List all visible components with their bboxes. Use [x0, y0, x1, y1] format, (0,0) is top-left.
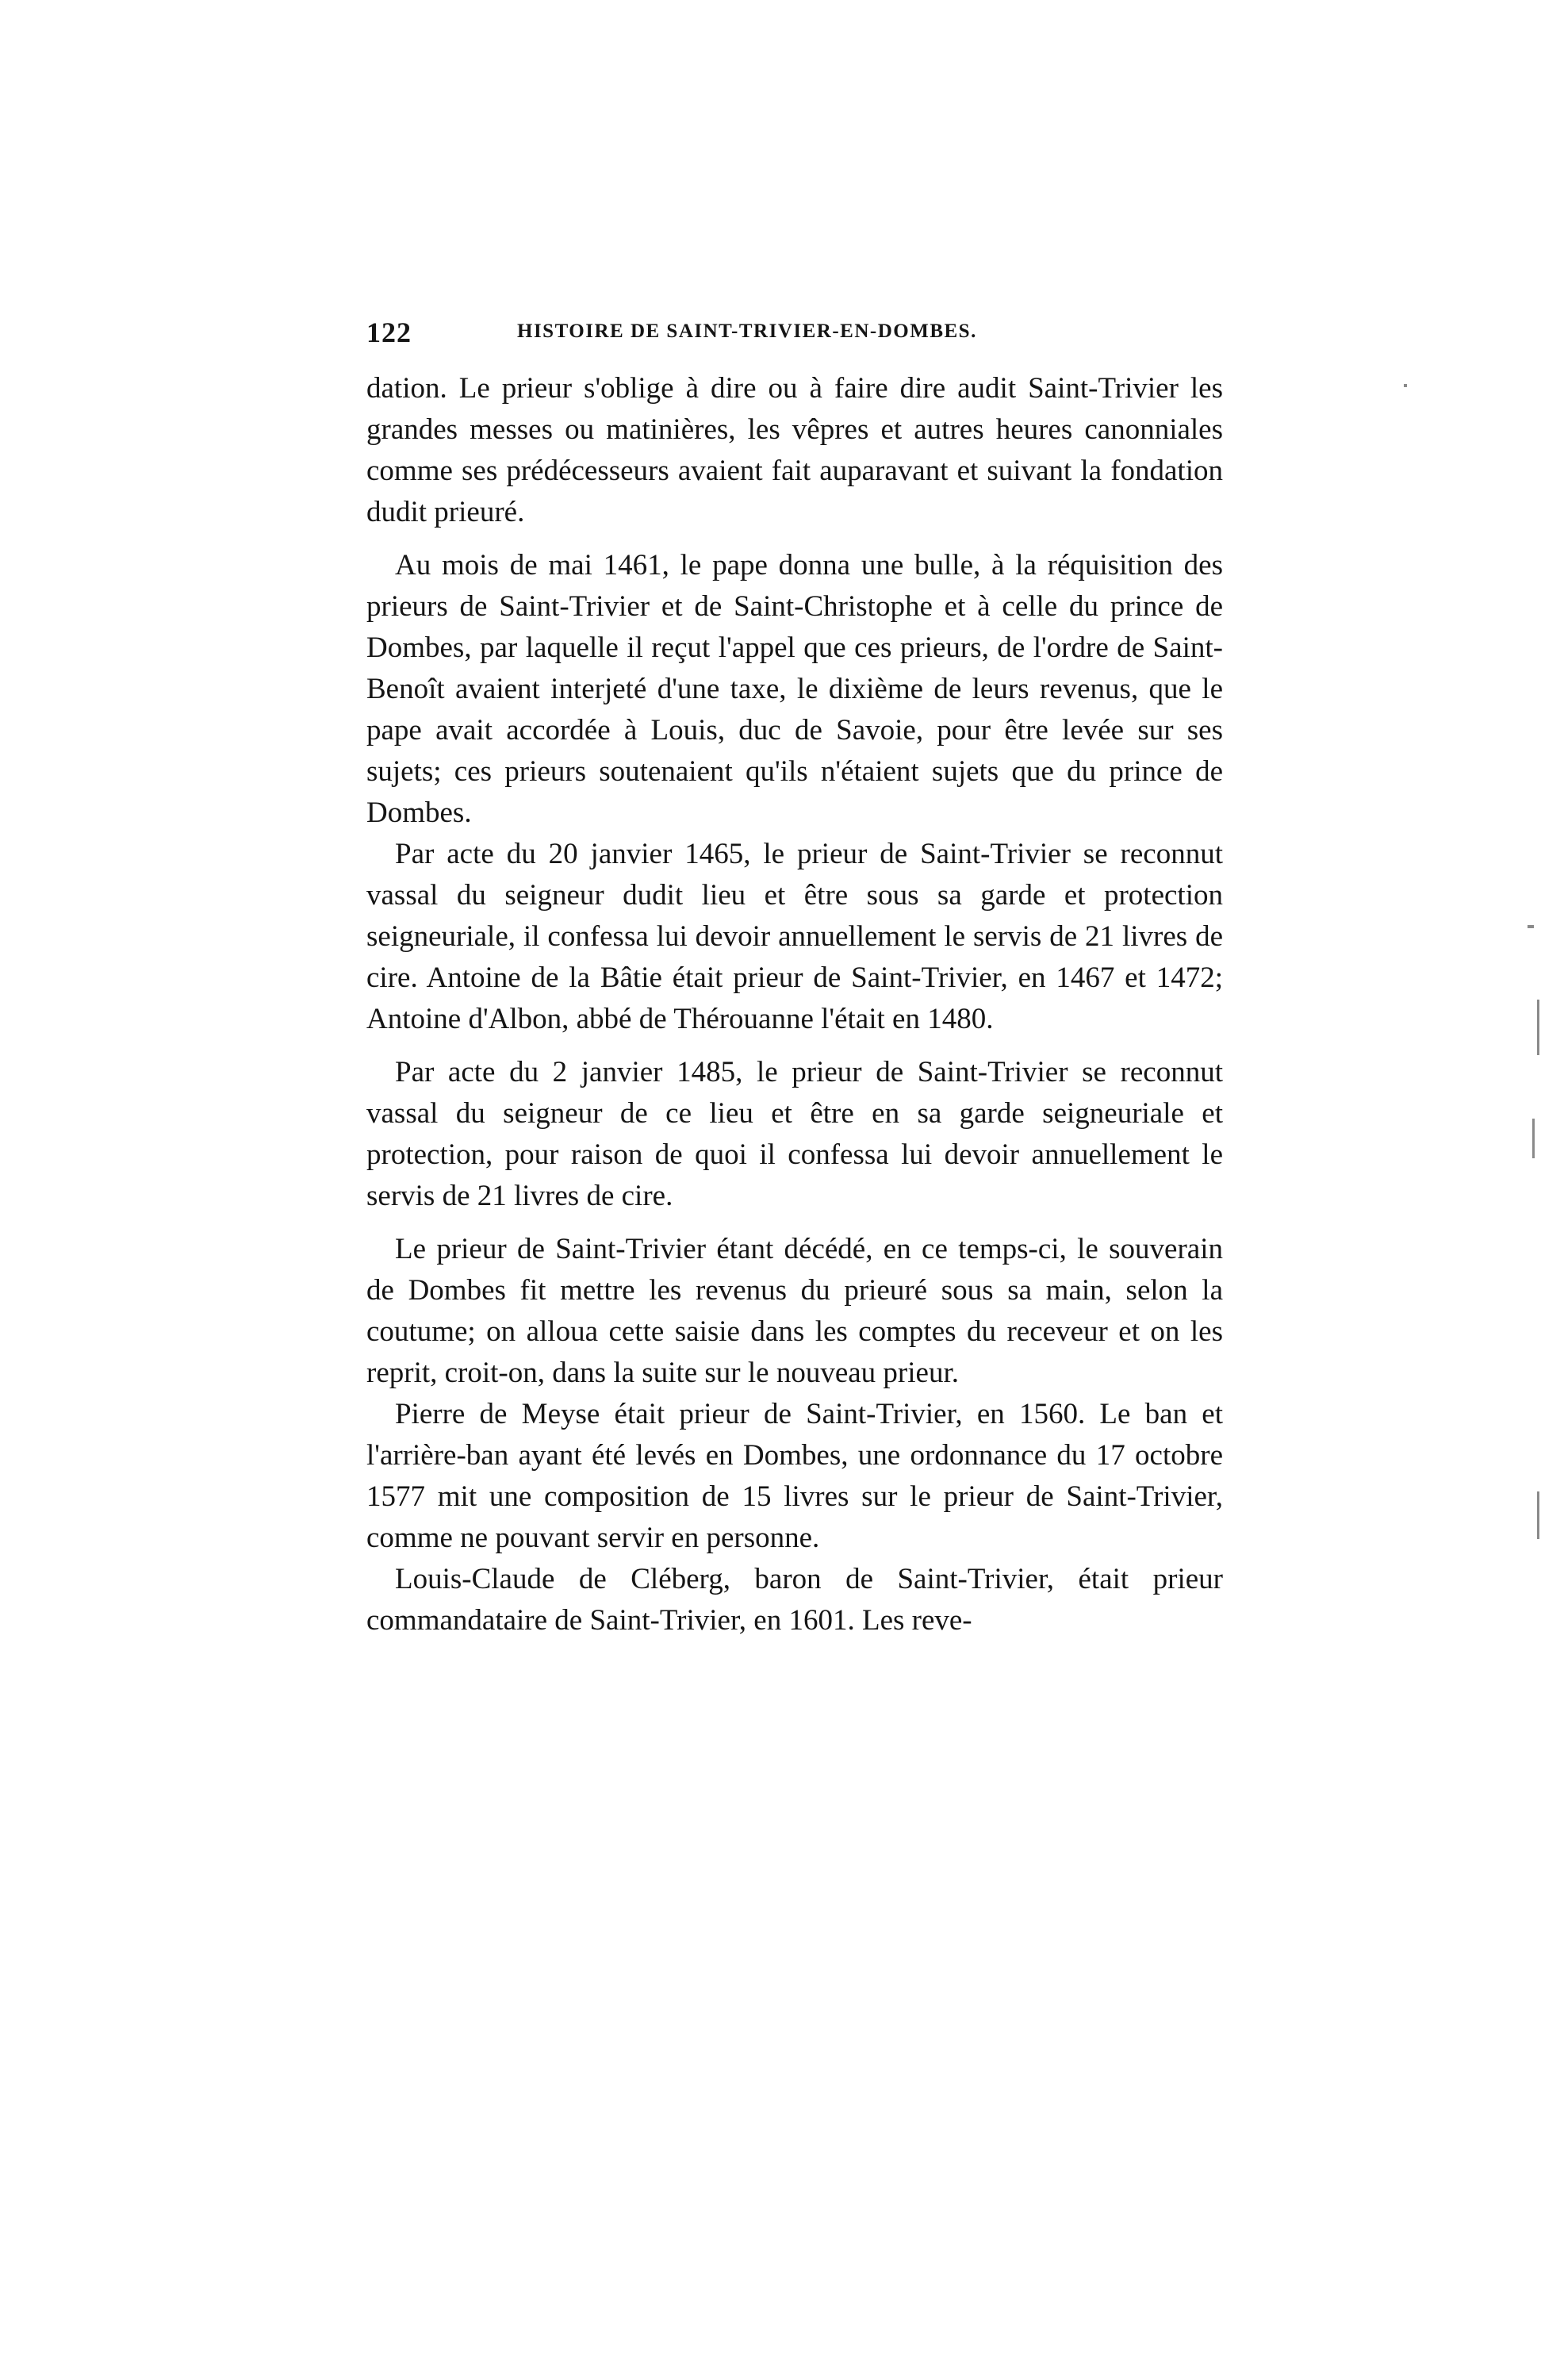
- paragraph-7: Louis-Claude de Cléberg, baron de Saint-Trivier, était prieur commandataire de Saint-Trivier, en 1601. Les reve-: [366, 1563, 1223, 1637]
- paragraph-2: Au mois de mai 1461, le pape donna une bulle, à la réquisition des prieurs de Saint-Trivier et de Saint-Christophe et à celle du prince de Dombes, par laquelle il reçut l'appel que ces prieurs, de l'ordre de Saint-Benoît avaient interjeté d'une taxe, le dixième de leurs revenus, que le pape avait accordée à Louis, duc de Savoie, pour être levée sur ses sujets; ces prieurs soutenaient qu'ils n'étaient sujets que du prince de Dombes.: [366, 549, 1223, 829]
- scan-artifact: [1404, 384, 1407, 387]
- paragraph-6: Pierre de Meyse était prieur de Saint-Trivier, en 1560. Le ban et l'arrière-ban ayant été levés en Dombes, une ordonnance du 17 octobre 1577 mit une composition de 15 livres sur le prieur de Saint-Trivier, comme ne pouvant servir en personne.: [366, 1398, 1223, 1554]
- scan-artifact: [1528, 925, 1534, 928]
- scan-artifact: [1537, 1000, 1539, 1055]
- running-title: HISTOIRE DE SAINT-TRIVIER-EN-DOMBES.: [517, 321, 977, 342]
- scan-artifact: [1532, 1119, 1535, 1158]
- page-header: [366, 316, 1223, 354]
- body-text: [366, 368, 1223, 1641]
- paragraph-3: Par acte du 20 janvier 1465, le prieur de Saint-Trivier se reconnut vassal du seigneur dudit lieu et être sous sa garde et protection seigneuriale, il confessa lui devoir annuellement le servis de 21 livres de cire. Antoine de la Bâtie était prieur de Saint-Trivier, en 1467 et 1472; Antoine d'Albon, abbé de Thérouanne l'était en 1480.: [366, 838, 1223, 1035]
- paragraph-4: Par acte du 2 janvier 1485, le prieur de Saint-Trivier se reconnut vassal du seigneur de ce lieu et être en sa garde seigneuriale et protection, pour raison de quoi il confessa lui devoir annuellement le servis de 21 livres de cire.: [366, 1056, 1223, 1212]
- paragraph-5: Le prieur de Saint-Trivier étant décédé, en ce temps-ci, le souverain de Dombes fit mettre les revenus du prieuré sous sa main, selon la coutume; on alloua cette saisie dans les comptes du receveur et on les reprit, croit-on, dans la suite sur le nouveau prieur.: [366, 1233, 1223, 1389]
- paragraph-1: dation. Le prieur s'oblige à dire ou à faire dire audit Saint-Trivier les grandes messes ou matinières, les vêpres et autres heures canonniales comme ses prédécesseurs avaient fait auparavant et suivant la fondation dudit prieuré.: [366, 372, 1223, 528]
- page-number: 122: [366, 317, 412, 348]
- scan-artifact: [1537, 1491, 1539, 1539]
